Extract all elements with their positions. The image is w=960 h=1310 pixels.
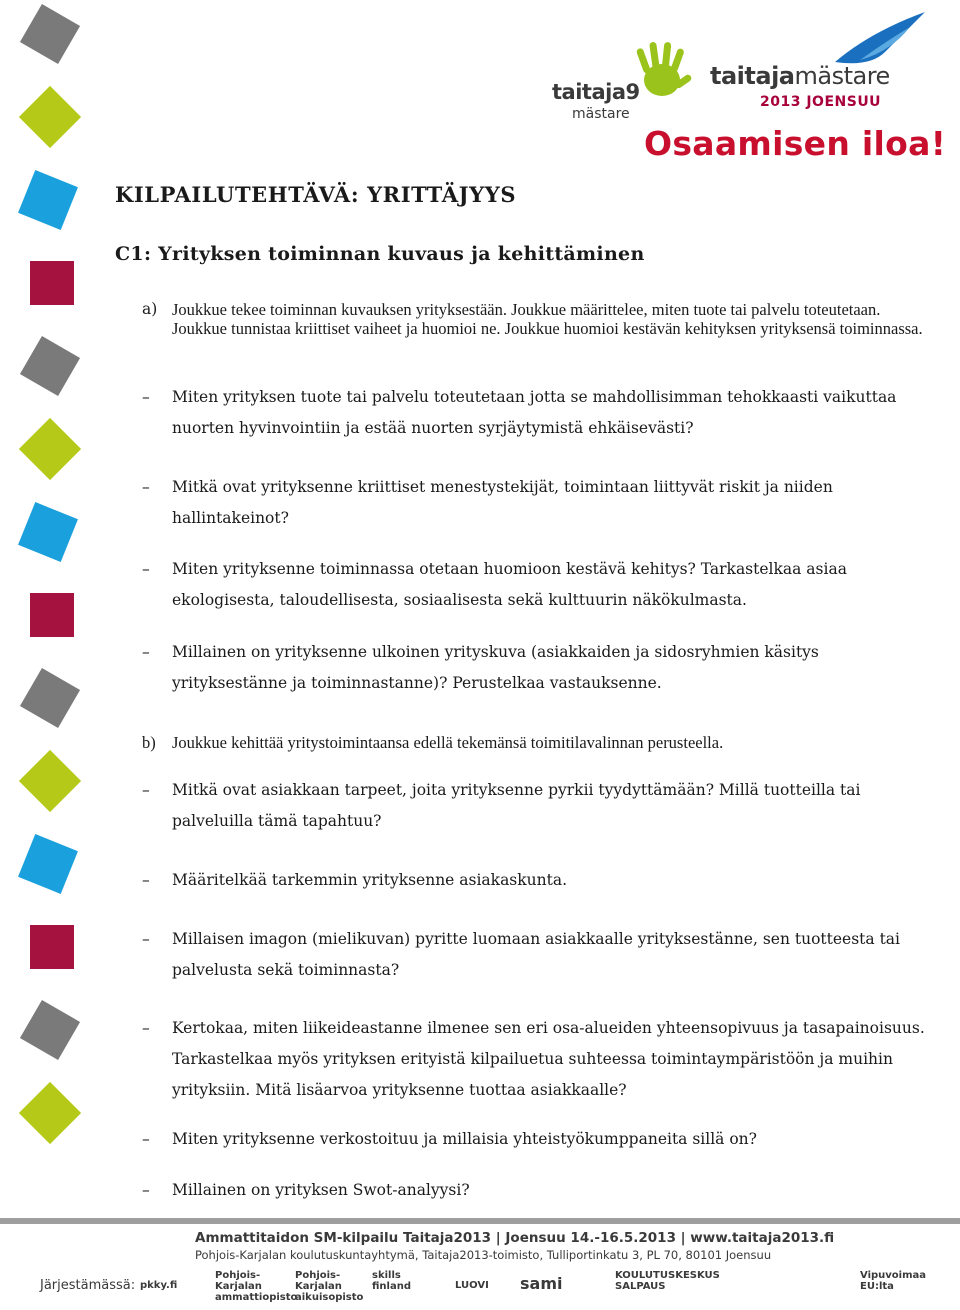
question-text: Miten yrityksenne toiminnassa otetaan huomioon kestävä kehitys? Tarkastelkaa asiaa ekologisesta, taloudellisesta, sosiaalisesta sekä kulttuurin näkökulmasta. (172, 560, 847, 609)
decorative-shape (20, 668, 80, 728)
decorative-shape (19, 750, 81, 812)
sponsor-logo: LUOVI (455, 1280, 489, 1291)
sponsor-logo: Vipuvoimaa EU:lta (860, 1270, 927, 1292)
section-title: C1: Yrityksen toiminnan kuvaus ja kehittäminen (115, 243, 645, 265)
decorative-shape-column (0, 0, 100, 1215)
dash: – (142, 871, 150, 889)
decorative-shape (19, 86, 81, 148)
sponsor-logo: skills finland (372, 1270, 411, 1292)
sponsor-logo: Pohjois-Karjalan aikuisopisto (295, 1270, 364, 1303)
taitaja9-logo-text: taitaja9 (552, 80, 640, 104)
question-text: Millaisen imagon (mielikuvan) pyritte luomaan asiakkaalle yrityksestänne, sen tuotteesta tai palvelusta sekä toiminnasta? (172, 930, 901, 979)
decorative-shape (20, 1000, 80, 1060)
dash: – (142, 930, 150, 948)
question-text: Miten yrityksenne verkostoituu ja millaisia yhteistyökumppaneita sillä on? (172, 1130, 757, 1148)
taitaja9-logo-sub: mästare (572, 106, 630, 122)
decorative-shape (18, 170, 78, 230)
taitaja9-logo (552, 40, 692, 130)
footer-divider (0, 1218, 960, 1224)
decorative-shape (30, 593, 74, 637)
question-text: Millainen on yrityksen Swot-analyysi? (172, 1181, 470, 1199)
decorative-shape (19, 1082, 81, 1144)
question-text: Millainen on yrityksenne ulkoinen yrityskuva (asiakkaiden ja sidosryhmien käsitys yrityksestänne ja toiminnastanne)? Perustelkaa vastauksenne. (172, 643, 819, 692)
footer (0, 1218, 960, 1310)
sponsor-logo: KOULUTUSKESKUS SALPAUS (615, 1270, 720, 1292)
question-text: Miten yrityksen tuote tai palvelu toteutetaan jotta se mahdollisimman tehokkaasti vaikuttaa nuorten hyvinvointiin ja estää nuorten syrjäytymistä ehkäisevästi? (172, 388, 897, 437)
taitajamastare-logo (710, 12, 930, 122)
footer-line-2: Pohjois-Karjalan koulutuskuntayhtymä, Taitaja2013-toimisto, Tulliportinkatu 3, PL 70, 80101 Joensuu (195, 1248, 772, 1262)
question-text: Mitkä ovat asiakkaan tarpeet, joita yrityksenne pyrkii tyydyttämään? Millä tuotteilla tai palveluilla tämä tapahtuu? (172, 781, 861, 830)
item-a-label: a) (142, 300, 158, 318)
question-text: Mitkä ovat yrityksenne kriittiset menestystekijät, toimintaan liittyvät riskit ja niiden hallintakeinot? (172, 478, 833, 527)
decorative-shape (20, 336, 80, 396)
footer-line-1: Ammattitaidon SM-kilpailu Taitaja2013 | Joensuu 14.-16.5.2013 | www.taitaja2013.fi (195, 1230, 835, 1246)
dash: – (142, 1019, 150, 1037)
dash: – (142, 388, 150, 406)
decorative-shape (18, 502, 78, 562)
dash: – (142, 1181, 150, 1199)
sponsor-logo: sami (520, 1274, 563, 1293)
decorative-shape (30, 925, 74, 969)
dash: – (142, 643, 150, 661)
item-b-label: b) (142, 733, 156, 752)
organizers-label: Järjestämässä: (40, 1278, 136, 1293)
dash: – (142, 781, 150, 799)
decorative-shape (19, 418, 81, 480)
tagline: Osaamisen iloa! (644, 124, 947, 163)
dash: – (142, 478, 150, 496)
question-text: Kertokaa, miten liikeideastanne ilmenee sen eri osa-alueiden yhteensopivuus ja tasapainoisuus. Tarkastelkaa myös yrityksen erityistä kilpailuetua suhteessa toimintaympäristöön ja muihin yrityksiin. Mitä lisäarvoa yrityksenne tuottaa asiakkaalle? (172, 1019, 925, 1099)
header-logos (552, 12, 947, 163)
hand-icon (622, 40, 692, 110)
item-b-text: Joukkue kehittää yritystoimintaansa edellä tekemänsä toimitilavalinnan perusteella. (172, 733, 724, 752)
page-title: KILPAILUTEHTÄVÄ: YRITTÄJYYS (115, 182, 517, 207)
decorative-shape (30, 261, 74, 305)
dash: – (142, 1130, 150, 1148)
taitajamastare-logo-sub: 2013 JOENSUU (760, 94, 882, 110)
dash: – (142, 560, 150, 578)
sponsor-logo: pkky.fi (140, 1280, 178, 1291)
sponsor-logo: Pohjois-Karjalan ammattiopisto (215, 1270, 298, 1303)
question-text: Määritelkää tarkemmin yrityksenne asiakaskunta. (172, 871, 568, 889)
bird-icon (830, 12, 930, 72)
decorative-shape (20, 4, 80, 64)
taitajamastare-logo-text: taitajamästare (710, 62, 890, 90)
decorative-shape (18, 834, 78, 894)
item-a-text: Joukkue tekee toiminnan kuvauksen yrityksestään. Joukkue määrittelee, miten tuote tai palvelu toteutetaan. Joukkue tunnistaa kriittiset vaiheet ja huomioi ne. Joukkue huomioi kestävän kehityksen yrityksensä toiminnassa. (172, 300, 923, 338)
